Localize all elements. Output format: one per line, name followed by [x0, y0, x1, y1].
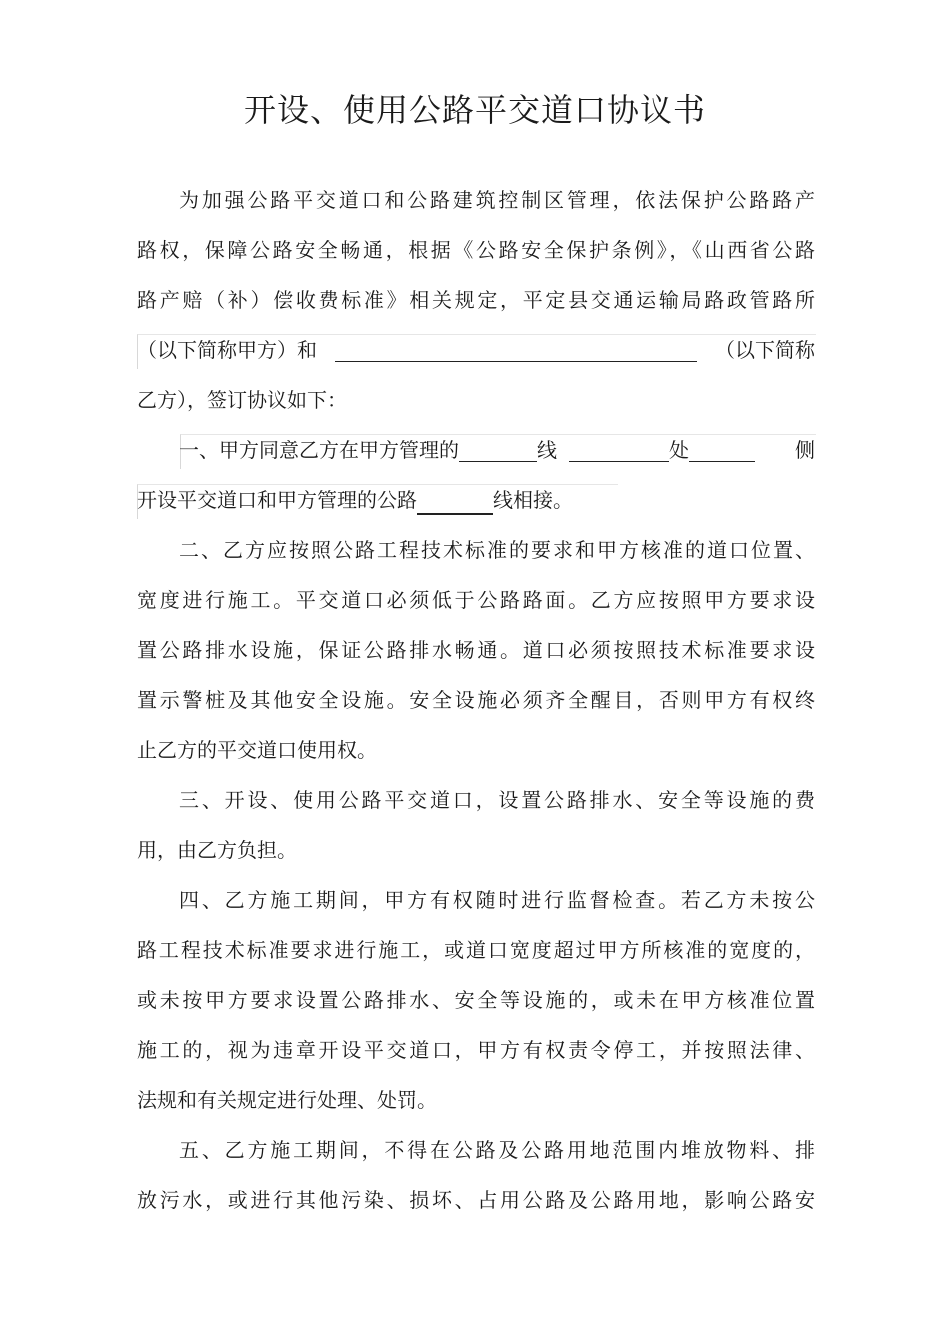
intro-line-3: 路产赔（补）偿收费标准》相关规定，平定县交通运输局路政管路所 [137, 288, 815, 312]
clause-1-line-1 [137, 435, 815, 465]
side-blank[interactable] [689, 437, 755, 462]
clause-4-line-2: 路工程技术标准要求进行施工，或道口宽度超过甲方所核准的宽度的， [137, 938, 815, 962]
clause-3-line-2: 用，由乙方负担。 [137, 838, 297, 862]
road-line-blank[interactable] [459, 437, 537, 462]
clause-3-line-1: 三、开设、使用公路平交道口，设置公路排水、安全等设施的费 [179, 788, 815, 812]
clause-4-line-4: 施工的，视为违章开设平交道口，甲方有权责令停工，并按照法律、 [137, 1038, 815, 1062]
clause-2-line-5: 止乙方的平交道口使用权。 [137, 738, 377, 762]
clause-1-line-label: 线 [537, 438, 557, 462]
clause-2-line-2: 宽度进行施工。平交道口必须低于公路路面。乙方应按照甲方要求设 [137, 588, 815, 612]
intro-line-4 [137, 335, 815, 365]
intro-line-4-left: （以下简称甲方）和 [137, 338, 317, 362]
intro-line-5: 乙方），签订协议如下： [137, 388, 347, 412]
clause-2-line-4: 置示警桩及其他安全设施。安全设施必须齐全醒目，否则甲方有权终 [137, 688, 815, 712]
clause-1-place-label: 处 [669, 438, 689, 462]
clause-5-line-2: 放污水，或进行其他污染、损坏、占用公路及公路用地，影响公路安 [137, 1188, 815, 1212]
clause-4-line-3: 或未按甲方要求设置公路排水、安全等设施的，或未在甲方核准位置 [137, 988, 815, 1012]
connecting-road-blank[interactable] [417, 489, 493, 515]
intro-line-2: 路权，保障公路安全畅通，根据《公路安全保护条例》，《山西省公路 [137, 238, 815, 262]
clause-4-line-5: 法规和有关规定进行处理、处罚。 [137, 1088, 437, 1112]
clause-1-text-3: 线相接。 [493, 488, 573, 512]
clause-1-text: 一、甲方同意乙方在甲方管理的 [179, 438, 459, 462]
party-b-name-blank[interactable] [335, 337, 697, 362]
clause-4-line-1: 四、乙方施工期间，甲方有权随时进行监督检查。若乙方未按公 [179, 888, 815, 912]
clause-2-line-3: 置公路排水设施，保证公路排水畅通。道口必须按照技术标准要求设 [137, 638, 815, 662]
intro-line-4-right: （以下简称 [715, 338, 815, 362]
clause-1-side-label: 侧 [795, 438, 815, 462]
clause-1-line-2 [137, 485, 815, 515]
document-title: 开设、使用公路平交道口协议书 [243, 91, 706, 129]
clause-1-text-2: 开设平交道口和甲方管理的公路 [137, 488, 417, 512]
clause-5-line-1: 五、乙方施工期间，不得在公路及公路用地范围内堆放物料、排 [179, 1138, 815, 1162]
intro-line-1: 为加强公路平交道口和公路建筑控制区管理，依法保护公路路产 [179, 188, 815, 212]
clause-2-line-1: 二、乙方应按照公路工程技术标准的要求和甲方核准的道口位置、 [179, 538, 815, 562]
location-blank[interactable] [569, 437, 669, 462]
